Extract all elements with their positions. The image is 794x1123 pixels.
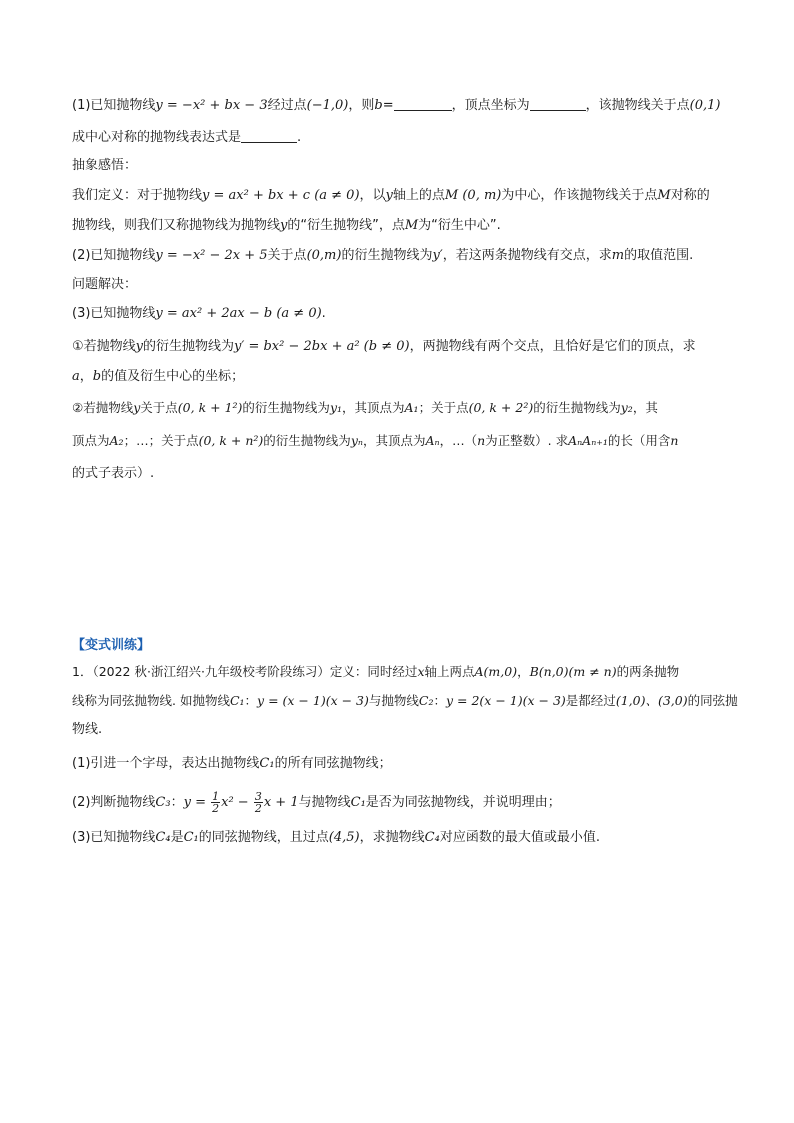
q1-point-2: (0,1) — [689, 98, 721, 113]
q1-line-1 — [72, 96, 732, 116]
fraction-denominator: 2 — [212, 802, 220, 815]
def-equation: y = ax² + bx + c (a ≠ 0) — [202, 188, 360, 203]
q2-text: 的取值范围. — [624, 248, 694, 263]
def-var: M — [657, 188, 671, 203]
def-text: 为中心，作该抛物线关于点 — [501, 188, 658, 203]
def-text: 轴上的点 — [392, 188, 445, 203]
v1-3-var: C₁ — [183, 830, 199, 845]
q3-2-var: y₂ — [620, 400, 633, 415]
v1-2-text: 是否为同弦抛物线，并说明理由； — [365, 795, 561, 810]
v1-3-text: (3)已知抛物线 — [72, 830, 156, 845]
v1-text: 物线. — [72, 722, 103, 737]
fraction-one-half — [211, 791, 220, 814]
q3-2-text: ；…；关于点 — [123, 433, 199, 448]
q3-1-var: y — [135, 339, 144, 354]
v1-var: x — [417, 664, 425, 679]
q3-2-text: 顶点为 — [72, 433, 110, 448]
q1-text: 成中心对称的抛物线表达式是 — [72, 130, 242, 145]
v1-3-text: 的同弦抛物线，且过点 — [198, 830, 329, 845]
q2-var: y′ — [432, 248, 443, 263]
v1-1-text: (1)引进一个字母，表达出抛物线 — [72, 756, 260, 771]
q3-1-line-2 — [72, 367, 732, 387]
q3-2-point: (0, k + 1²) — [177, 400, 243, 415]
q3-2-text: ②若抛物线 — [72, 400, 134, 415]
q3-2-text: 的长（用含 — [607, 433, 671, 448]
def-var: y — [280, 218, 288, 233]
q1-blank-vertex[interactable] — [530, 96, 586, 111]
q3-2-var: Aₙ — [425, 433, 440, 448]
q1-blank-b[interactable] — [394, 96, 452, 111]
v1-text: 与抛物线 — [368, 693, 419, 708]
v1-text: 的同弦抛 — [687, 693, 738, 708]
q3-1-text: ， — [79, 369, 93, 384]
v1-var: C₁ — [229, 693, 245, 708]
solve-title-text: 问题解决： — [72, 277, 138, 292]
def-text: 抛物线，则我们又称抛物线为抛物线 — [72, 218, 281, 233]
q1-text: . — [297, 130, 302, 145]
v1-points: (1,0)、(3,0) — [615, 693, 688, 708]
v1-point: B(n,0)(m ≠ n) — [529, 664, 617, 679]
def-text: 我们定义：对于抛物线 — [72, 188, 203, 203]
q2-point: (0,m) — [306, 248, 342, 263]
v1-2-var: y = — [183, 795, 206, 810]
q3-2-text: 为正整数）. 求 — [485, 433, 569, 448]
q3-2-text: 的式子表示）. — [72, 466, 155, 481]
def-text: ，以 — [359, 188, 386, 203]
v1-equation: y = 2(x − 1)(x − 3) — [446, 693, 566, 708]
v1-equation: y = (x − 1)(x − 3) — [257, 693, 369, 708]
q3-2-text: 关于点 — [140, 400, 178, 415]
v1-3-var: C₄ — [155, 830, 171, 845]
v1-2-text: ： — [170, 795, 184, 810]
q1-line-2 — [72, 128, 732, 148]
q3-2-line-1 — [72, 398, 732, 418]
q3-2-text: 的衍生抛物线为 — [533, 400, 621, 415]
q3-1-text: ①若抛物线 — [72, 339, 136, 354]
v1-1-line — [72, 754, 732, 774]
v1-3-text: ，求抛物线 — [359, 830, 425, 845]
v1-text: 是都经过 — [565, 693, 616, 708]
q1-text: ，顶点坐标为 — [451, 98, 530, 113]
q3-2-var: A₁ — [404, 400, 419, 415]
q3-2-point: (0, k + 2²) — [468, 400, 534, 415]
q2-var: m — [611, 248, 625, 263]
q3-2-var: y₁ — [329, 400, 343, 415]
q3-1-text: 的衍生抛物线为 — [143, 339, 235, 354]
abstract-title — [72, 156, 732, 176]
q3-2-text: ，其顶点为 — [342, 400, 405, 415]
v1-line-3 — [72, 720, 732, 740]
q3-1-text: 的值及衍生中心的坐标； — [101, 369, 245, 384]
q1-equation: y = −x² + bx − 3 — [155, 98, 268, 113]
v1-text: 线称为同弦抛物线. 如抛物线 — [72, 693, 230, 708]
definition-line-2 — [72, 216, 732, 236]
q3-2-line-2 — [72, 431, 732, 451]
q3-line — [72, 304, 732, 324]
def-text: 为“衍生中心”. — [418, 218, 501, 233]
q2-text: 关于点 — [267, 248, 307, 263]
q1-blank-expression[interactable] — [241, 128, 297, 143]
v1-text: 轴上两点 — [424, 664, 475, 679]
v1-point: A(m,0) — [474, 664, 518, 679]
v1-2-var: C₃ — [155, 795, 171, 810]
q3-2-text: 的衍生抛物线为 — [263, 433, 351, 448]
v1-3-text: 是 — [170, 830, 184, 845]
fraction-numerator: 3 — [254, 790, 262, 803]
q1-point: (−1,0) — [306, 98, 349, 113]
q3-2-var: yₙ — [350, 433, 363, 448]
v1-1-var: C₁ — [259, 756, 275, 771]
q3-text: (3)已知抛物线 — [72, 306, 156, 321]
fraction-three-halves — [254, 791, 263, 814]
q3-text: . — [321, 306, 326, 321]
v1-1-text: 的所有同弦抛物线； — [274, 756, 392, 771]
solve-title — [72, 275, 732, 295]
q3-2-var: y — [133, 400, 141, 415]
q1-text: 经过点 — [267, 98, 307, 113]
q2-text: ，若这两条抛物线有交点，求 — [442, 248, 612, 263]
q3-2-text: ，…（ — [439, 433, 478, 448]
fraction-denominator: 2 — [254, 802, 262, 815]
v1-text: 的两条抛物 — [616, 664, 680, 679]
v1-3-var: C₄ — [424, 830, 440, 845]
v1-text: 1．（2022 秋·浙江绍兴·九年级校考阶段练习）定义：同时经过 — [72, 664, 418, 679]
q1-text: = — [382, 98, 394, 113]
v1-2-text: 与抛物线 — [298, 795, 351, 810]
def-var: M — [404, 218, 419, 233]
q2-text: 的衍生抛物线为 — [341, 248, 433, 263]
q3-2-text: ，其顶点为 — [362, 433, 426, 448]
q1-text: ，该抛物线关于点 — [585, 98, 690, 113]
q3-2-point: (0, k + n²) — [198, 433, 264, 448]
fraction-numerator: 1 — [212, 790, 220, 803]
q3-1-equation: y′ = bx² − 2bx + a² (b ≠ 0) — [234, 339, 410, 354]
q3-1-text: ，两抛物线有两个交点，且恰好是它们的顶点，求 — [409, 339, 696, 354]
v1-var: C₂ — [418, 693, 434, 708]
v1-2-line — [72, 788, 732, 818]
v1-3-point: (4,5) — [328, 830, 360, 845]
v1-2-equation: x + 1 — [263, 795, 299, 810]
q3-2-var: n — [477, 433, 486, 448]
q3-2-var: AₙAₙ₊₁ — [568, 433, 608, 448]
v1-text: ： — [433, 693, 446, 708]
q3-2-line-3 — [72, 464, 732, 484]
v1-line-1 — [72, 662, 732, 682]
v1-2-text: (2)判断抛物线 — [72, 795, 156, 810]
q2-equation: y = −x² − 2x + 5 — [155, 248, 268, 263]
q3-1-line-1 — [72, 337, 732, 357]
q3-2-text: 的衍生抛物线为 — [242, 400, 330, 415]
v1-3-text: 对应函数的最大值或最小值. — [439, 830, 600, 845]
q3-2-text: ，其 — [632, 400, 658, 415]
v1-2-var: C₁ — [350, 795, 366, 810]
abstract-title-text: 抽象感悟： — [72, 158, 138, 173]
v1-line-2 — [72, 691, 738, 711]
def-text: 的“衍生抛物线”，点 — [287, 218, 405, 233]
def-point: M (0, m) — [444, 188, 502, 203]
q3-2-var: A₂ — [109, 433, 124, 448]
v1-text: ： — [244, 693, 258, 708]
q3-2-text: ；关于点 — [418, 400, 469, 415]
v1-3-line — [72, 828, 732, 848]
q3-equation: y = ax² + 2ax − b (a ≠ 0) — [155, 306, 322, 321]
definition-line-1 — [72, 186, 732, 206]
q3-1-var: b — [92, 369, 102, 384]
def-var: y — [385, 188, 393, 203]
v1-2-equation: x² − — [221, 795, 249, 810]
v1-text: ， — [517, 664, 530, 679]
q1-text: (1)已知抛物线 — [72, 98, 156, 113]
q2-text: (2)已知抛物线 — [72, 248, 156, 263]
q3-2-var: n — [670, 433, 679, 448]
def-text: 对称的 — [670, 188, 710, 203]
section-heading: 【变式训练】 — [72, 638, 151, 653]
q1-var-b: b — [374, 98, 383, 113]
q1-text: ，则 — [348, 98, 375, 113]
q3-1-var: a — [72, 369, 80, 384]
q2-line — [72, 246, 732, 266]
